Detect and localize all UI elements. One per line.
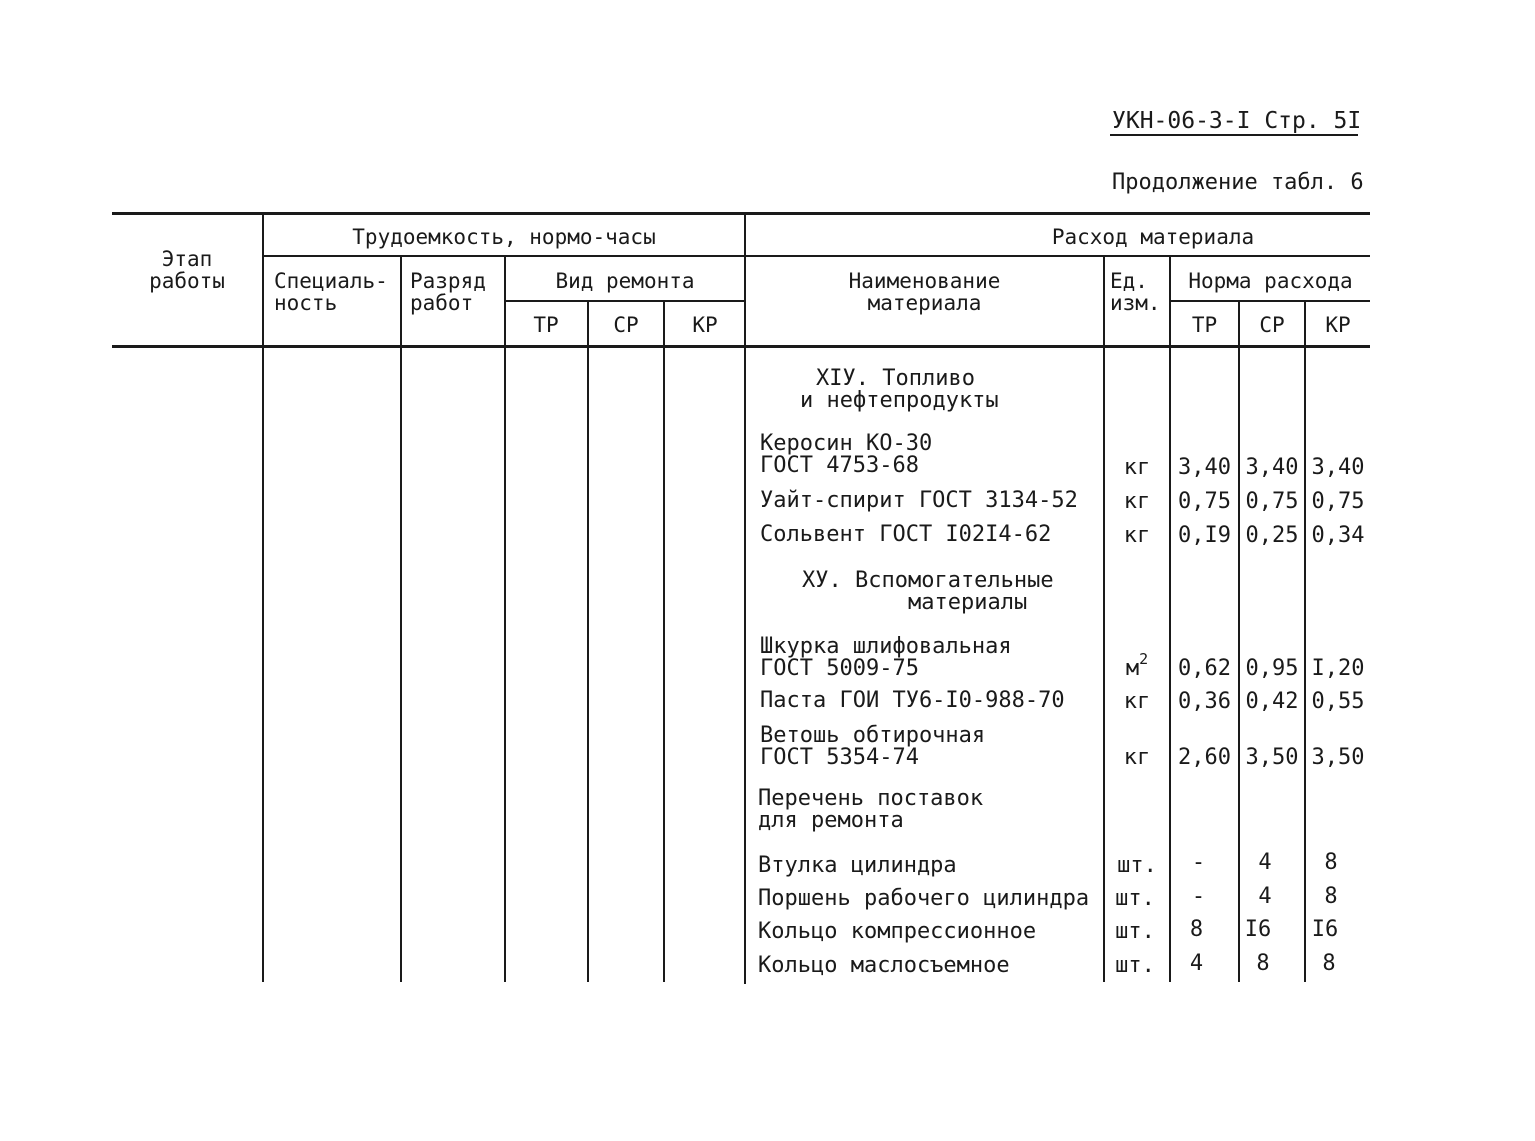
material-name: ГОСТ 5009-75 (760, 656, 919, 681)
unit-superscript: 2 (1139, 650, 1149, 668)
norm-sr-cell: 0,95 (1245, 656, 1299, 681)
unit-cell: шт. (1117, 853, 1157, 878)
norm-kr-cell: 8 (1324, 850, 1338, 875)
material-name: Поршень рабочего цилиндра (758, 886, 1090, 911)
col-divider-norm-sr (1304, 302, 1306, 982)
header-material-consumption: Расход материала (1051, 225, 1255, 249)
norm-kr-cell: 3,50 (1311, 745, 1365, 770)
material-name: Паста ГОИ ТУ6-I0-988-70 (760, 688, 1065, 713)
header-specialty: Специаль- ность (274, 269, 388, 315)
header-norm-kr: КР (1325, 313, 1351, 337)
unit-cell: шт. (1115, 886, 1155, 911)
section-heading: и нефтепродукты (800, 388, 999, 413)
norm-tr-cell: 2,60 (1178, 745, 1231, 770)
unit-cell: кг (1123, 523, 1151, 548)
col-divider-stage (262, 212, 264, 982)
norm-tr-cell: - (1191, 850, 1206, 875)
norm-sr-cell: 8 (1256, 951, 1270, 976)
norm-kr-cell: 8 (1322, 951, 1336, 976)
norm-tr-cell: 8 (1189, 917, 1204, 942)
header-bottom-rule (112, 345, 1370, 348)
header-labor: Трудоемкость, нормо-часы (352, 225, 656, 249)
norm-sr-cell: 3,40 (1245, 455, 1299, 480)
norm-sr-cell: I6 (1244, 917, 1272, 942)
header-sr: СР (613, 313, 639, 337)
norm-sr-cell: 0,25 (1245, 523, 1299, 548)
norm-kr-cell: 0,75 (1311, 489, 1365, 514)
norm-tr-cell: 3,40 (1178, 455, 1231, 480)
header-rule-repair-type (505, 300, 745, 302)
material-name: Кольцо компрессионное (758, 919, 1037, 944)
page-reference-underline (1110, 134, 1358, 136)
header-kr: КР (692, 313, 718, 337)
material-name: Втулка цилиндра (758, 853, 957, 878)
unit-cell: кг (1123, 689, 1151, 714)
unit-cell: кг (1123, 455, 1151, 480)
col-divider-norm-tr (1238, 302, 1240, 982)
unit-cell: кг (1123, 745, 1151, 770)
page-reference: УКН-06-3-I Стр. 5I (1112, 108, 1362, 134)
norm-tr-cell: 0,I9 (1178, 523, 1231, 548)
header-tr: ТР (533, 313, 559, 337)
unit-cell: шт. (1115, 953, 1155, 978)
unit-cell: кг (1123, 489, 1151, 514)
material-name: Керосин КО-30 (760, 431, 933, 456)
material-name: Уайт-спирит ГОСТ 3134-52 (760, 488, 1078, 513)
unit-cell (1105, 650, 1169, 681)
norm-sr-cell: 0,75 (1245, 489, 1299, 514)
header-unit: Ед. изм. (1110, 269, 1161, 315)
header-norm-sr: СР (1259, 313, 1285, 337)
norm-kr-cell: 0,55 (1311, 689, 1365, 714)
section-heading: Перечень поставок (758, 786, 984, 811)
table-continuation-note: Продолжение табл. 6 (1112, 170, 1364, 195)
header-repair-type: Вид ремонта (555, 269, 695, 293)
header-grade: Разряд работ (410, 269, 486, 315)
section-heading: для ремонта (758, 808, 904, 833)
norm-sr-cell: 4 (1258, 884, 1272, 909)
norm-tr-cell: 0,75 (1178, 489, 1231, 514)
material-name: Шкурка шлифовальная (760, 634, 1012, 659)
section-heading: материалы (908, 590, 1028, 615)
header-stage: Этап работы (149, 247, 225, 293)
col-divider-sr (663, 302, 665, 982)
norm-kr-cell: I,20 (1311, 656, 1365, 681)
table-top-rule (112, 212, 1370, 215)
section-heading: XIУ. Топливо (816, 366, 975, 391)
norm-sr-cell: 0,42 (1245, 689, 1299, 714)
header-norm: Норма расхода (1188, 269, 1353, 293)
header-norm-tr: ТР (1191, 313, 1218, 337)
header-rule-norm (1170, 300, 1370, 302)
unit-cell: шт. (1115, 919, 1155, 944)
norm-sr-cell: 3,50 (1245, 745, 1299, 770)
norm-tr-cell: 0,62 (1178, 656, 1231, 681)
material-name: Сольвент ГОСТ I02I4-62 (760, 522, 1052, 547)
norm-kr-cell: 3,40 (1311, 455, 1365, 480)
header-rule-material (745, 255, 1370, 257)
norm-tr-cell: 0,36 (1178, 689, 1231, 714)
col-divider-specialty (400, 257, 402, 982)
unit-text: м (1125, 656, 1140, 681)
norm-sr-cell: 4 (1258, 850, 1272, 875)
norm-kr-cell: 8 (1324, 884, 1338, 909)
material-name: ГОСТ 5354-74 (760, 745, 919, 770)
header-material-name: Наименование материала (848, 269, 1001, 315)
norm-kr-cell: 0,34 (1311, 523, 1365, 548)
norm-tr-cell: - (1191, 884, 1206, 909)
col-divider-grade (504, 257, 506, 982)
material-name: Кольцо маслосъемное (758, 953, 1010, 978)
col-divider-tr (587, 302, 589, 982)
norm-kr-cell: I6 (1311, 917, 1339, 942)
section-heading: ХУ. Вспомогательные (802, 568, 1054, 593)
norm-tr-cell: 4 (1189, 951, 1204, 976)
material-name: Ветошь обтирочная (760, 723, 986, 748)
material-name: ГОСТ 4753-68 (760, 453, 919, 478)
